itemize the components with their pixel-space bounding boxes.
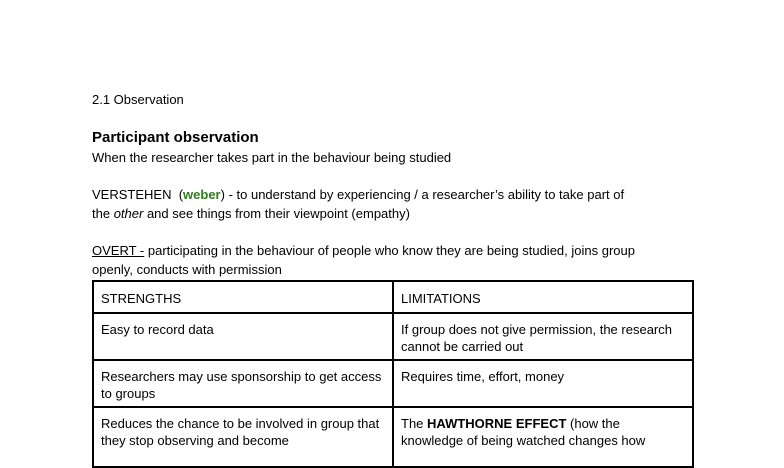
strength-cell: Easy to record data (93, 313, 393, 360)
verstehen-line2-prefix: the (92, 206, 114, 221)
table-row (93, 313, 693, 360)
table-row (93, 407, 693, 467)
verstehen-line2-rest: and see things from their viewpoint (empathy) (143, 206, 410, 221)
overt-description: participating in the behaviour of people who know they are being studied, joins group (144, 243, 635, 258)
weber-name: weber (183, 187, 221, 202)
strengths-limitations-table (92, 280, 694, 468)
overt-line-2: openly, conducts with permission (92, 262, 282, 277)
header-limitations: LIMITATIONS (393, 281, 693, 313)
limitation-cell (393, 407, 693, 467)
strength-cell: Researchers may use sponsorship to get access to groups (93, 360, 393, 407)
limitation-cell: Requires time, effort, money (393, 360, 693, 407)
header-strengths: STRENGTHS (93, 281, 393, 313)
definition-text: When the researcher takes part in the behaviour being studied (92, 150, 452, 165)
verstehen-line-1 (92, 186, 624, 204)
verstehen-italic-other: other (113, 206, 144, 221)
verstehen-line-2 (92, 205, 410, 223)
hawthorne-effect-term: HAWTHORNE EFFECT (427, 416, 567, 431)
table-row (93, 360, 693, 407)
verstehen-rest: ) - to understand by experiencing / a researcher’s ability to take part of (220, 187, 625, 202)
strength-cell: Reduces the chance to be involved in group that they stop observing and become (93, 407, 393, 467)
verstehen-open-paren: ( (178, 187, 184, 202)
page-heading: Participant observation (92, 129, 259, 146)
limitation-cell: If group does not give permission, the research cannot be carried out (393, 313, 693, 360)
limitation-rest: (how the knowledge of being watched changes how (401, 416, 646, 448)
overt-term: OVERT - (92, 243, 145, 258)
verstehen-term: VERSTEHEN (92, 187, 172, 202)
overt-line-1 (92, 242, 635, 260)
table-header-row (93, 281, 693, 313)
section-title: 2.1 Observation (92, 92, 184, 107)
limitation-prefix: The (401, 416, 428, 431)
